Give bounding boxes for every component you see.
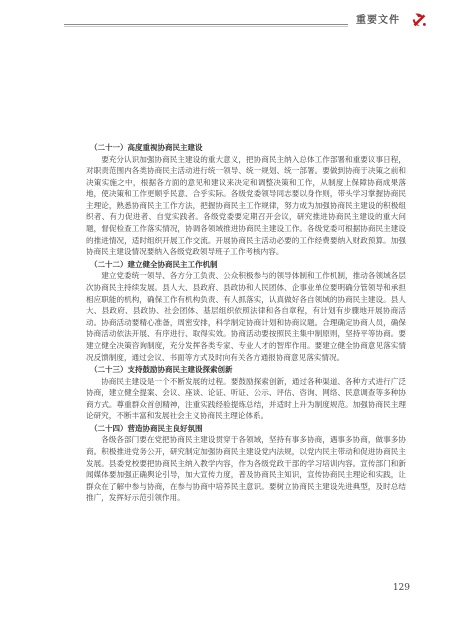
section-heading: （二十一）高度重视协商民主建设	[90, 143, 203, 152]
section-24	[86, 423, 406, 504]
document-body	[86, 141, 406, 504]
section-heading: （二十四）营造协商民主良好氛围	[90, 423, 203, 433]
section-23	[86, 364, 406, 422]
section-22	[86, 259, 406, 363]
party-emblem-icon	[410, 10, 428, 28]
section-paragraph: 协商民主建设是一个不断发展的过程。要鼓励探索创新，通过各种渠道、各种方式进行广泛协商，建立健全提案、会议、座谈、论证、听证、公示、评估、咨询、网络、民意调查等多种协商方式。尊重群众首创精神，注重实践经验提炼总结，并适时上升为制度规范。加强协商民主理论研究，不断丰富和发展社会主义协商民主理论体系。	[86, 376, 406, 421]
page-number: 129	[392, 583, 410, 593]
section-21	[86, 142, 406, 258]
page-header	[0, 0, 468, 40]
section-paragraph: 各级各部门要在党把协商民主建设贯穿于各领域，坚持有事多协商，遇事多协商，做事多协商。积极推进党务公开，研究制定加强协商民主建设党内法规，以党内民主带动和促进协商民主发展。县委党校要把协商民主纳入教学内容，作为各级党政干部的学习培训内容。宣传部门和新闻媒体要加强正确舆论引导，加大宣传力度，普及协商民主知识，宣传协商民主理论和实践，让群众在了解中参与协商，在参与协商中培养民主意识。要树立协商民主建设先进典型，及时总结推广，发挥好示范引领作用。	[86, 435, 406, 503]
section-heading: （二十三）支持鼓励协商民主建设探索创新	[90, 365, 233, 375]
section-paragraph: 建立党委统一领导、各方分工负责、公众积极参与的领导体制和工作机制，推动各领域各层次协商民主持续发展。县人大、县政府、县政协和人民团体、企事业单位要明确分管领导和承担相应职能的机构，确保工作有机构负责、有人抓落实，认真做好各自领域的协商民主建设。县人大、县政府、县政协、社会团体、基层组织依照法律和各自章程，有计划有步骤地开展协商活动。协商活动要精心准备，周密安排，科学制定协商计划和协商议题。合理确定协商人员，确保协商活动依法开展、有序进行、取得实效。协商活动要按照民主集中制原则，坚持平等协商。要建立健全决策咨询制度，充分发挥各类专家、专业人才的智库作用。要建立健全协商意见落实情况反馈制度，通过会议、书面等方式及时向有关各方通报协商意见落实情况。	[86, 271, 406, 362]
section-paragraph: 要充分认识加强协商民主建设的重大意义，把协商民主纳入总体工作部署和重要议事日程，对职责范围内各类协商民主活动进行统一领导、统一规划、统一部署。要做到协商于决策之前和决策实施之中，根据各方面的意见和建议来决定和调整决策和工作，从制度上保障协商成果落地，使决策和工作更顺乎民意、合乎实际。各级党委领导同志要以身作则，带头学习掌握协商民主理论，熟悉协商民主工作方法，把握协商民主工作规律，努力成为加强协商民主建设的积极组织者、有力促进者、自觉实践者。各级党委要定期召开会议，研究推进协商民主建设的重大问题，督促检查工作落实情况，协调各领域推进协商民主建设工作。各级党委可根据协商民主建设的推进情况，适时组织开展工作交流。开展协商民主活动必要的工作经费要纳入财政预算。加强协商民主建设情况要纳入各级党政领导班子工作考核内容。	[86, 154, 406, 257]
section-heading: （二十二）建立健全协商民主工作机制	[90, 259, 218, 269]
running-header-title: 重要文件	[348, 14, 408, 28]
